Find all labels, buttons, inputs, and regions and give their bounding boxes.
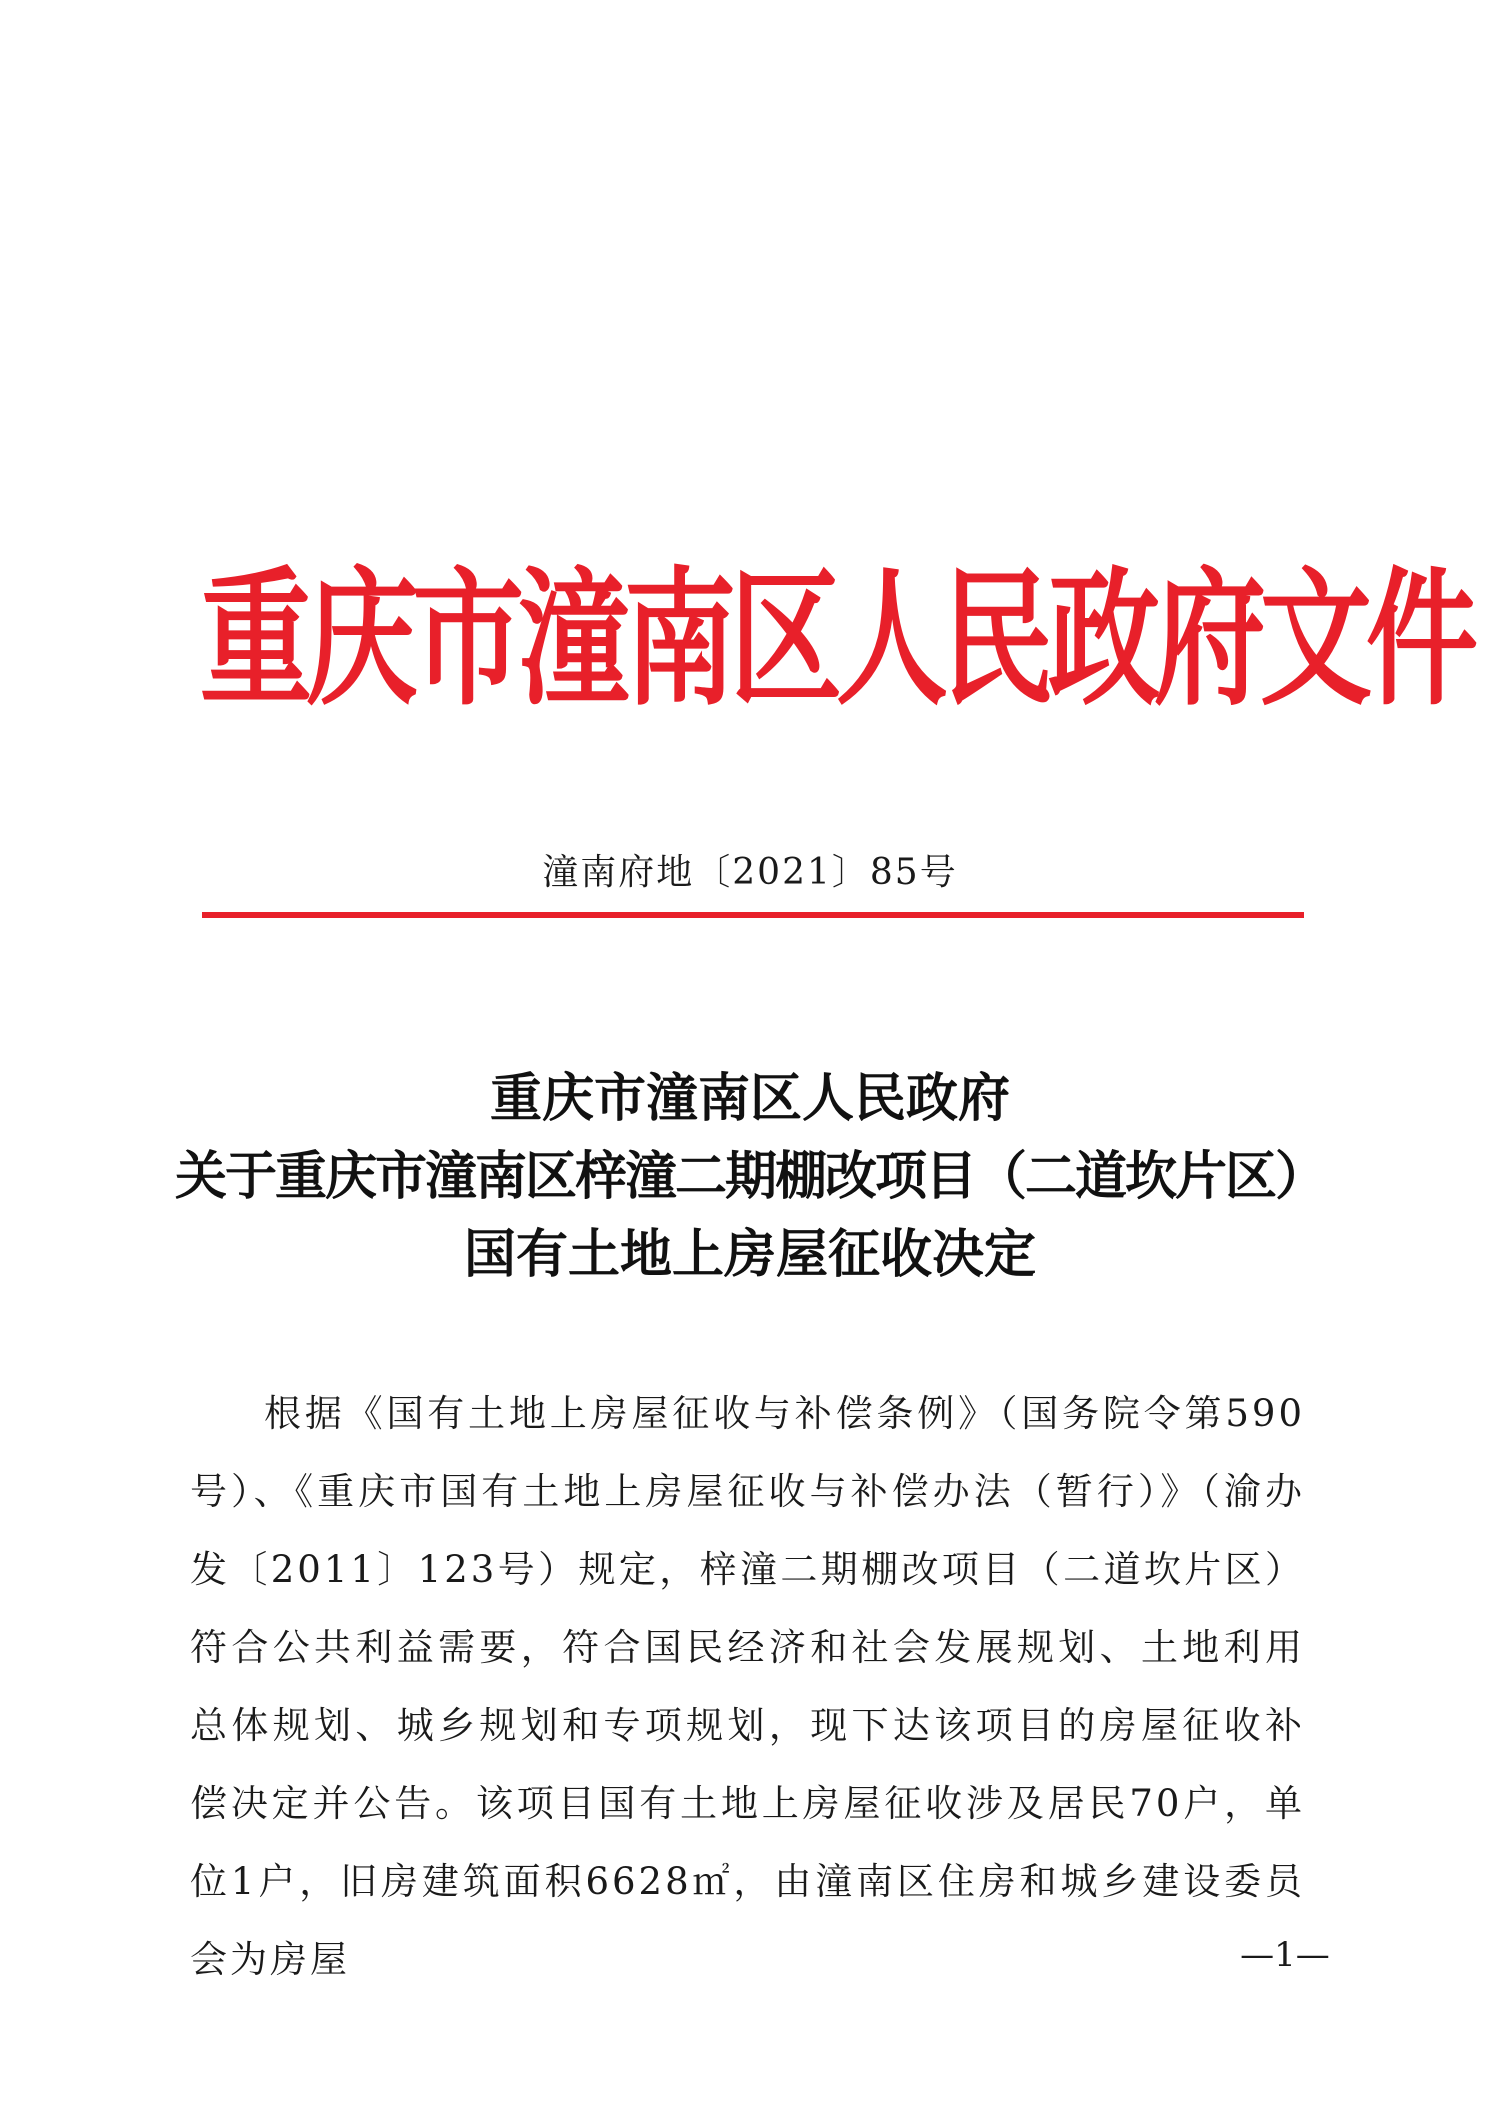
- body-paragraph: 根据《国有土地上房屋征收与补偿条例》（国务院令第590号）、《重庆市国有土地上房屋征收与补偿办法（暂行）》（渝办发〔2011〕123号）规定，梓潼二期棚改项目（二道坎片区）符合公共利益需要，符合国民经济和社会发展规划、土地利用总体规划、城乡规划和专项规划，现下达该项目的房屋征收补偿决定并公告。该项目国有土地上房屋征收涉及居民70户，单位1户，旧房建筑面积6628㎡，由潼南区住房和城乡建设委员会为房屋: [190, 1392, 1305, 1981]
- document-number: 潼南府地〔2021〕85号: [542, 852, 958, 893]
- page-number: —1—: [1240, 1935, 1330, 1975]
- document-title: [140, 1060, 1360, 1294]
- red-divider-line: [202, 912, 1304, 918]
- title-line-1: 重庆市潼南区人民政府: [489, 1068, 1010, 1129]
- title-line-2: 关于重庆市潼南区梓潼二期棚改项目（二道坎片区）: [174, 1146, 1325, 1207]
- masthead-title: 重庆市潼南区人民政府文件: [200, 554, 1472, 727]
- title-line-3: 国有土地上房屋征收决定: [463, 1224, 1036, 1285]
